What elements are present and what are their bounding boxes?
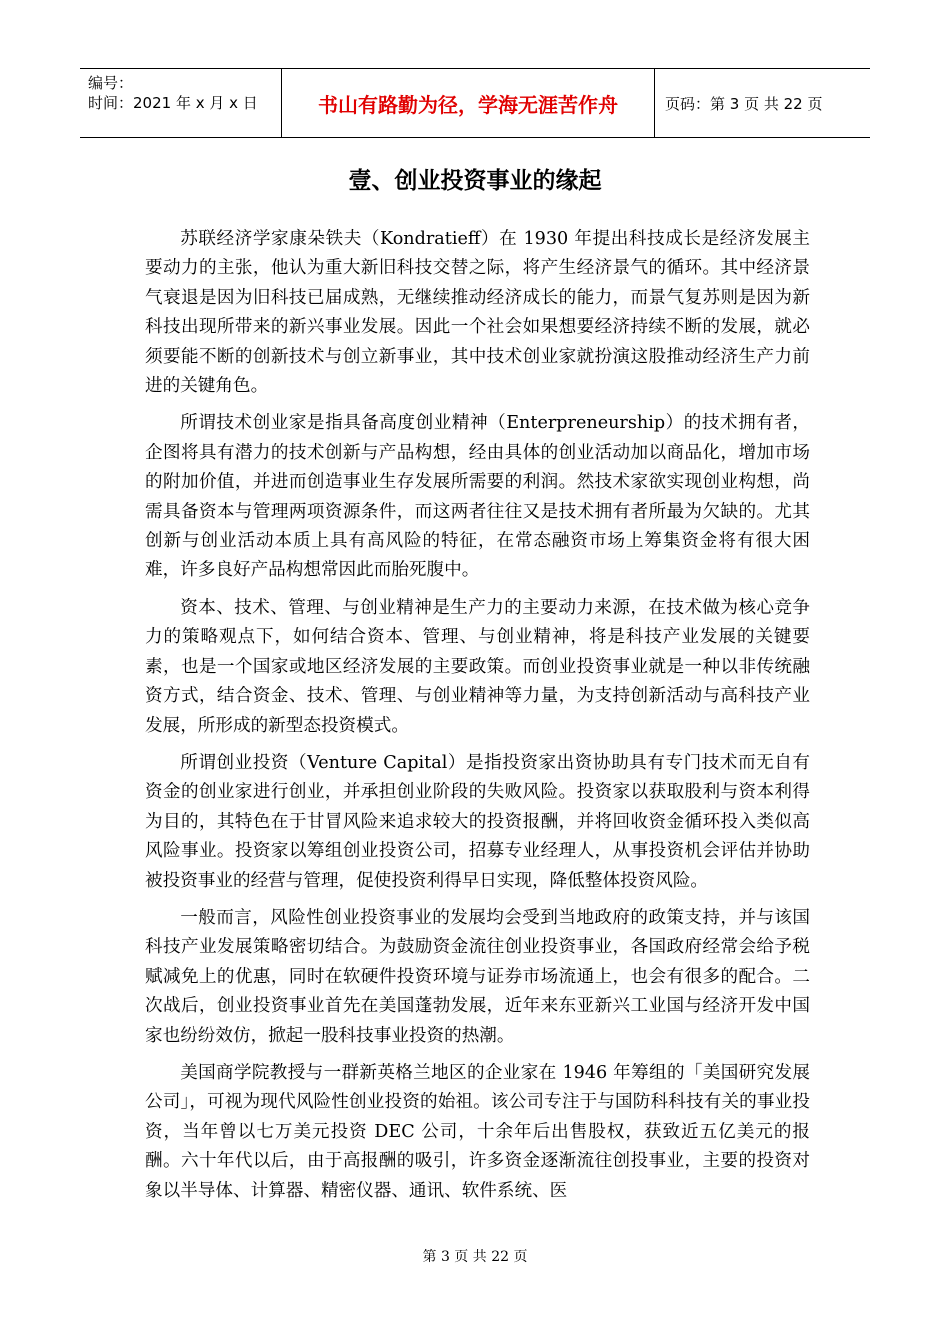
page-footer: 第 3 页 共 22 页	[422, 1249, 528, 1265]
time-label: 时间：2021 年 x 月 x 日	[88, 94, 258, 112]
paragraph: 资本、技术、管理、与创业精神是生产力的主要动力来源，在技术做为核心竞争力的策略观点下，如何结合资本、管理、与创业精神，将是科技产业发展的关键要素，也是一个国家或地区经济发展的主要政策。而创业投资事业就是一种以非传统融资方式，结合资金、技术、管理、与创业精神等力量，为支持创新活动与高科技产业发展，所形成的新型态投资模式。	[145, 597, 810, 736]
paragraph: 苏联经济学家康朵铁夫（Kondratieff）在 1930 年提出科技成长是经济发展主要动力的主张，他认为重大新旧科技交替之际，将产生经济景气的循环。其中经济景气衰退是因为旧科技已届成熟，无继续推动经济成长的能力，而景气复苏则是因为新科技出现所带来的新兴事业发展。因此一个社会如果想要经济持续不断的发展，就必须要能不断的创新技术与创立新事业，其中技术创业家就扮演这股推动经济生产力前进的关键角色。	[145, 229, 810, 397]
paragraph: 所谓技术创业家是指具备高度创业精神（Enterpreneurship）的技术拥有者，企图将具有潜力的技术创新与产品构想，经由具体的创业活动加以商品化，增加市场的附加价值，并进而创造事业生存发展所需要的利润。然技术家欲实现创业构想，尚需具备资本与管理两项资源条件，而这两者往往又是技术拥有者所最为欠缺的。尤其创新与创业活动本质上具有高风险的特征，在常态融资市场上筹集资金将有很大困难，许多良好产品构想常因此而胎死腹中。	[145, 413, 810, 581]
number-label: 编号：	[88, 74, 134, 92]
header-page-info: 页码：第 3 页 共 22 页	[665, 94, 823, 113]
header-info-cell	[80, 69, 282, 137]
header-motto: 书山有路勤为径，学海无涯苦作舟	[282, 69, 655, 137]
paragraph: 一般而言，风险性创业投资事业的发展均会受到当地政府的政策支持，并与该国科技产业发展策略密切结合。为鼓励资金流往创业投资事业，各国政府经常会给予税赋减免上的优惠，同时在软硬件投资环境与证券市场流通上，也会有很多的配合。二次战后，创业投资事业首先在美国蓬勃发展，近年来东亚新兴工业国与经济开发中国家也纷纷效仿，掀起一股科技事业投资的热潮。	[145, 907, 810, 1046]
section-title: 壹、创业投资事业的缘起	[348, 168, 602, 194]
paragraph: 美国商学院教授与一群新英格兰地区的企业家在 1946 年筹组的「美国研究发展公司」，可视为现代风险性创业投资的始祖。该公司专注于与国防科科技有关的事业投资，当年曾以七万美元投资 DEC 公司，十余年后出售股权，获致近五亿美元的报酬。六十年代以后，由于高报酬的吸引，许多资金逐渐流往创投事业，主要的投资对象以半导体、计算器、精密仪器、通讯、软件系统、医	[145, 1062, 810, 1201]
body-content	[145, 225, 810, 1214]
paragraph: 所谓创业投资（Venture Capital）是指投资家出资协助具有专门技术而无自有资金的创业家进行创业，并承担创业阶段的失败风险。投资家以获取股利与资本利得为目的，其特色在于甘冒风险来追求较大的投资报酬，并将回收资金循环投入类似高风险事业。投资家以筹组创业投资公司，招募专业经理人，从事投资机会评估并协助被投资事业的经营与管理，促使投资利得早日实现，降低整体投资风险。	[145, 752, 810, 891]
page-header	[80, 68, 870, 138]
